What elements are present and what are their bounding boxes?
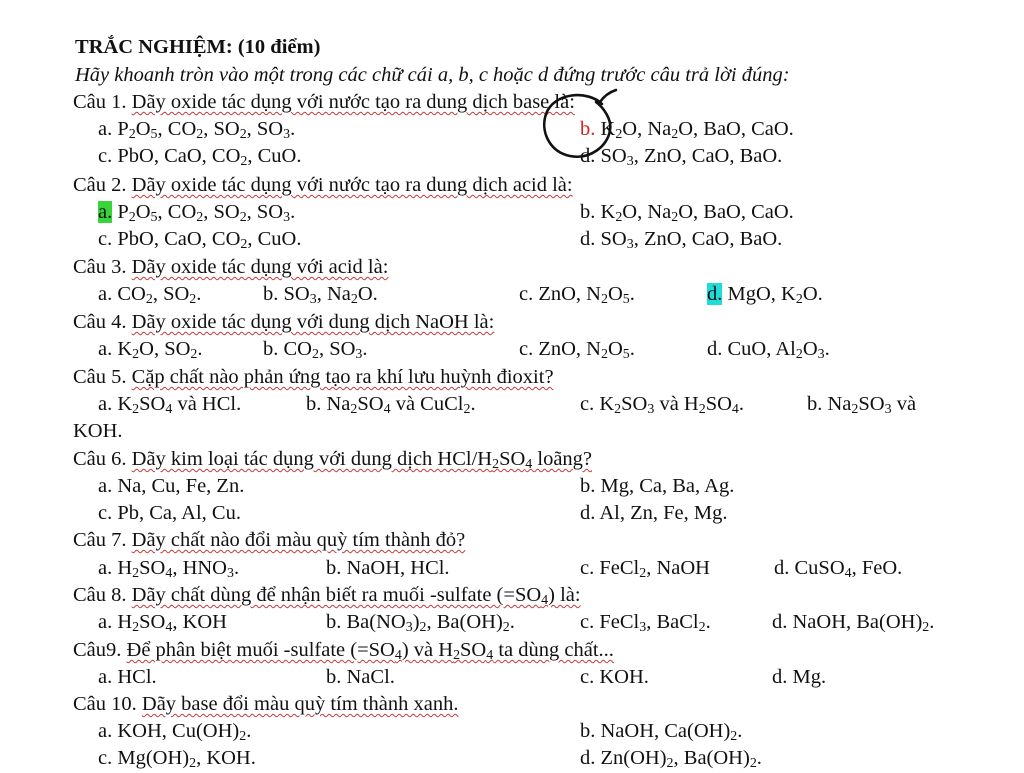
q7-option-b[interactable] bbox=[326, 555, 450, 581]
q8-option-a-text: $H_2SO_4$, KOH bbox=[117, 611, 227, 636]
q5-option-a-letter: a. bbox=[98, 393, 113, 415]
q1-option-c-text: PbO, CaO, $CO_2$, CuO. bbox=[117, 145, 302, 170]
q5-option-a-text: $K_2SO_4$ và HCl. bbox=[117, 393, 242, 418]
q10-option-a-letter: a. bbox=[98, 720, 113, 742]
q4-option-b[interactable] bbox=[263, 336, 368, 362]
question-6 bbox=[73, 446, 592, 472]
question-1 bbox=[73, 89, 575, 115]
q8-option-c-text: FeCl$_3$, BaCl$_2$. bbox=[599, 611, 711, 636]
q6-option-c[interactable] bbox=[98, 500, 241, 526]
q6-option-a[interactable] bbox=[98, 473, 244, 499]
q10-option-b-letter: b. bbox=[580, 720, 596, 742]
question-8 bbox=[73, 582, 581, 608]
q10-option-d-text: $Zn(OH)_2$, $Ba(OH)_2$. bbox=[600, 747, 762, 772]
q2-option-c-text: PbO, CaO, $CO_2$, CuO. bbox=[117, 228, 302, 253]
q5-option-a[interactable] bbox=[98, 391, 241, 417]
question-2 bbox=[73, 172, 573, 198]
q3-option-c-letter: c. bbox=[519, 283, 534, 305]
q2-option-b-letter: b. bbox=[580, 201, 596, 223]
q8-option-b-text: $Ba(NO_3)_2$, $Ba(OH)_2$. bbox=[346, 611, 515, 636]
q2-option-b[interactable] bbox=[580, 199, 794, 225]
q10-option-b-text: NaOH, $Ca(OH)_2$. bbox=[600, 720, 743, 745]
q5-option-c-letter: c. bbox=[580, 393, 595, 415]
q7-option-d[interactable] bbox=[774, 555, 902, 581]
question-6-text: Dãy kim loại tác dụng với dung dịch HCl/$H_2SO_4$ loãng? bbox=[131, 448, 593, 473]
question-2-text: Dãy oxide tác dụng với nước tạo ra dung dịch acid là: bbox=[131, 174, 573, 196]
q7-option-b-text: NaOH, HCl. bbox=[346, 557, 450, 579]
q9-option-a-text: HCl. bbox=[117, 666, 157, 688]
q9-option-c-text: KOH. bbox=[599, 666, 649, 688]
q7-option-c-text: FeCl$_2$, NaOH bbox=[599, 557, 710, 582]
q7-option-b-letter: b. bbox=[326, 557, 342, 579]
q2-option-b-text: $K_2O$, $Na_2O$, BaO, CaO. bbox=[600, 201, 794, 226]
q8-option-c-letter: c. bbox=[580, 611, 595, 633]
q9-option-d[interactable] bbox=[772, 664, 826, 690]
q9-option-b[interactable] bbox=[326, 664, 395, 690]
q8-option-a-letter: a. bbox=[98, 611, 113, 633]
q6-option-d-letter: d. bbox=[580, 502, 596, 524]
question-2-prefix: Câu 2. bbox=[73, 174, 127, 196]
instruction-text: Hãy khoanh tròn vào một trong các chữ cái a, b, c hoặc d đứng trước câu trả lời đúng: bbox=[75, 64, 790, 86]
q6-option-b-letter: b. bbox=[580, 475, 596, 497]
question-6-prefix: Câu 6. bbox=[73, 448, 127, 470]
q10-option-d[interactable] bbox=[580, 745, 762, 771]
question-9-text: Để phân biệt muối -sulfate $(=SO_4)$ và $H_2SO_4$ ta dùng chất... bbox=[126, 639, 614, 664]
q1-option-a-text: $P_2O_5$, $CO_2$, $SO_2$, $SO_3$. bbox=[117, 118, 296, 143]
question-7-text: Dãy chất nào đổi màu quỳ tím thành đỏ? bbox=[131, 529, 466, 551]
q9-option-b-letter: b. bbox=[326, 666, 342, 688]
q6-option-b[interactable] bbox=[580, 473, 734, 499]
q5-option-d-text: $Na_2SO_3$ và bbox=[827, 393, 917, 418]
q1-option-c[interactable] bbox=[98, 143, 301, 169]
q6-option-d[interactable] bbox=[580, 500, 728, 526]
q5-option-d-wrap: KOH. bbox=[73, 420, 123, 442]
q10-option-d-letter: d. bbox=[580, 747, 596, 769]
q4-option-c-text: ZnO, $N_2O_5$. bbox=[538, 338, 635, 363]
q7-option-c[interactable] bbox=[580, 555, 710, 581]
q1-option-c-letter: c. bbox=[98, 145, 113, 167]
question-8-prefix: Câu 8. bbox=[73, 584, 127, 606]
question-4 bbox=[73, 309, 494, 335]
q2-option-a-letter: a. bbox=[98, 201, 113, 223]
q1-option-b-letter: b. bbox=[580, 118, 596, 140]
question-9-prefix: Câu9. bbox=[73, 639, 122, 661]
q2-option-a-text: $P_2O_5$, $CO_2$, $SO_2$, $SO_3$. bbox=[117, 201, 296, 226]
q6-option-a-text: Na, Cu, Fe, Zn. bbox=[117, 475, 245, 497]
q3-option-d-letter: d. bbox=[707, 283, 723, 305]
q4-option-b-text: $CO_2$, $SO_3$. bbox=[283, 338, 368, 363]
question-10 bbox=[73, 691, 458, 717]
hand-drawn-circle-annotation bbox=[540, 86, 630, 166]
question-1-prefix: Câu 1. bbox=[73, 91, 127, 113]
q10-option-b[interactable] bbox=[580, 718, 742, 744]
q4-option-a-text: $K_2O$, $SO_2$. bbox=[117, 338, 203, 363]
question-3-text: Dãy oxide tác dụng với acid là: bbox=[131, 256, 389, 278]
q3-option-b[interactable] bbox=[263, 281, 378, 307]
question-4-text: Dãy oxide tác dụng với dung dịch NaOH là: bbox=[131, 311, 495, 333]
q5-option-b[interactable] bbox=[306, 391, 476, 417]
q5-option-d[interactable] bbox=[807, 391, 916, 417]
q5-option-c[interactable] bbox=[580, 391, 744, 417]
q2-option-c-letter: c. bbox=[98, 228, 113, 250]
question-10-prefix: Câu 10. bbox=[73, 693, 137, 715]
q2-option-d[interactable] bbox=[580, 226, 782, 252]
q10-option-a[interactable] bbox=[98, 718, 251, 744]
q3-option-a-letter: a. bbox=[98, 283, 113, 305]
q9-option-b-text: NaCl. bbox=[346, 666, 395, 688]
q8-option-d-text: NaOH, $Ba(OH)_2$. bbox=[792, 611, 935, 636]
q4-option-a[interactable] bbox=[98, 336, 203, 362]
q6-option-d-text: Al, Zn, Fe, Mg. bbox=[599, 502, 728, 524]
q7-option-d-letter: d. bbox=[774, 557, 790, 579]
q7-option-c-letter: c. bbox=[580, 557, 595, 579]
question-5-prefix: Câu 5. bbox=[73, 366, 127, 388]
question-7-prefix: Câu 7. bbox=[73, 529, 127, 551]
q5-option-c-text: $K_2SO_3$ và $H_2SO_4$. bbox=[599, 393, 745, 418]
q9-option-c[interactable] bbox=[580, 664, 649, 690]
q8-option-b-letter: b. bbox=[326, 611, 342, 633]
q3-option-b-letter: b. bbox=[263, 283, 279, 305]
q10-option-c-letter: c. bbox=[98, 747, 113, 769]
q8-option-d-letter: d. bbox=[772, 611, 788, 633]
q2-option-a[interactable] bbox=[98, 199, 295, 225]
q3-option-d[interactable] bbox=[707, 281, 823, 307]
q7-option-a-letter: a. bbox=[98, 557, 113, 579]
question-8-text: Dãy chất dùng để nhận biết ra muối -sulfate $(=SO_4)$ là: bbox=[131, 584, 581, 609]
q9-option-c-letter: c. bbox=[580, 666, 595, 688]
q9-option-d-letter: d. bbox=[772, 666, 788, 688]
q6-option-c-text: Pb, Ca, Al, Cu. bbox=[117, 502, 241, 524]
q8-option-a[interactable] bbox=[98, 609, 227, 635]
q10-option-c[interactable] bbox=[98, 745, 256, 771]
question-10-text: Dãy base đổi màu quỳ tím thành xanh. bbox=[141, 693, 459, 715]
q10-option-c-text: $Mg(OH)_2$, KOH. bbox=[117, 747, 256, 772]
q9-option-a-letter: a. bbox=[98, 666, 113, 688]
question-7 bbox=[73, 527, 465, 553]
q5-option-d-letter: b. bbox=[807, 393, 823, 415]
q1-option-d-text: $SO_3$, ZnO, CaO, BaO. bbox=[600, 145, 783, 170]
q7-option-a-text: $H_2SO_4$, $HNO_3$. bbox=[117, 557, 240, 582]
q6-option-c-letter: c. bbox=[98, 502, 113, 524]
question-4-prefix: Câu 4. bbox=[73, 311, 127, 333]
question-3-prefix: Câu 3. bbox=[73, 256, 127, 278]
q3-option-a[interactable] bbox=[98, 281, 201, 307]
q8-option-c[interactable] bbox=[580, 609, 711, 635]
question-1-text: Dãy oxide tác dụng với nước tạo ra dung dịch base là: bbox=[131, 91, 575, 113]
question-5-text: Cặp chất nào phản ứng tạo ra khí lưu huỳnh đioxit? bbox=[131, 366, 554, 388]
q4-option-d[interactable] bbox=[707, 336, 830, 362]
q7-option-a[interactable] bbox=[98, 555, 239, 581]
q5-option-b-text: $Na_2SO_4$ và CuCl$_2$. bbox=[326, 393, 476, 418]
q5-option-b-letter: b. bbox=[306, 393, 322, 415]
q1-option-a[interactable] bbox=[98, 116, 295, 142]
q2-option-c[interactable] bbox=[98, 226, 301, 252]
q3-option-a-text: $CO_2$, $SO_2$. bbox=[117, 283, 202, 308]
question-3 bbox=[73, 254, 388, 280]
q1-option-b-text: $K_2O$, $Na_2O$, BaO, CaO. bbox=[600, 118, 794, 143]
q4-option-c-letter: c. bbox=[519, 338, 534, 360]
q4-option-c[interactable] bbox=[519, 336, 635, 362]
q9-option-d-text: Mg. bbox=[792, 666, 827, 688]
q4-option-b-letter: b. bbox=[263, 338, 279, 360]
q2-option-d-text: $SO_3$, ZnO, CaO, BaO. bbox=[600, 228, 783, 253]
q3-option-b-text: $SO_3$, $Na_2O$. bbox=[283, 283, 378, 308]
q4-option-d-letter: d. bbox=[707, 338, 723, 360]
q8-option-d[interactable] bbox=[772, 609, 934, 635]
question-9 bbox=[73, 637, 614, 663]
q9-option-a[interactable] bbox=[98, 664, 157, 690]
q6-option-a-letter: a. bbox=[98, 475, 113, 497]
q8-option-b[interactable] bbox=[326, 609, 515, 635]
q4-option-d-text: CuO, $Al_2O_3$. bbox=[727, 338, 830, 363]
q6-option-b-text: Mg, Ca, Ba, Ag. bbox=[600, 475, 735, 497]
question-5 bbox=[73, 364, 554, 390]
q3-option-c-text: ZnO, $N_2O_5$. bbox=[538, 283, 635, 308]
q2-option-d-letter: d. bbox=[580, 228, 596, 250]
q4-option-a-letter: a. bbox=[98, 338, 113, 360]
q3-option-c[interactable] bbox=[519, 281, 635, 307]
q1-option-a-letter: a. bbox=[98, 118, 113, 140]
q1-option-d-letter: d. bbox=[580, 145, 596, 167]
q7-option-d-text: CuSO$_4$, FeO. bbox=[794, 557, 903, 582]
q10-option-a-text: KOH, $Cu(OH)_2$. bbox=[117, 720, 252, 745]
page-title: TRẮC NGHIỆM: (10 điểm) bbox=[75, 36, 321, 58]
q3-option-d-text: MgO, $K_2O$. bbox=[727, 283, 823, 308]
